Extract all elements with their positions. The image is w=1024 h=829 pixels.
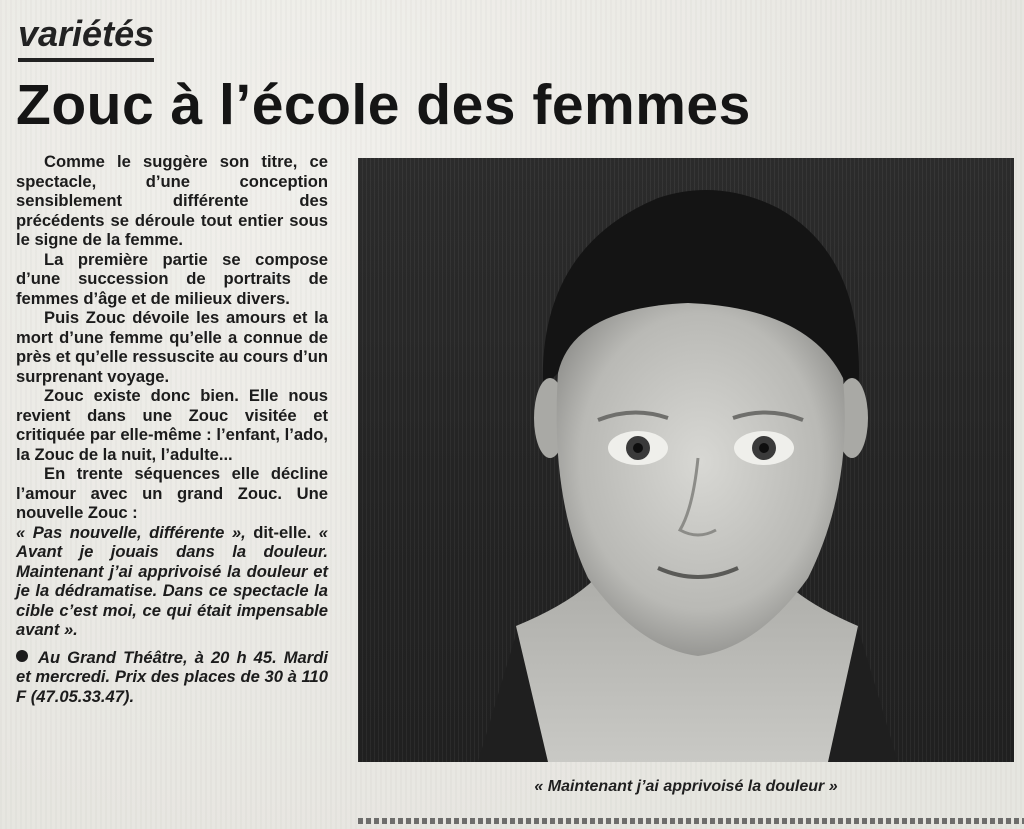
paragraph-5: En trente séquences elle décline l’amour avec un grand Zouc. Une nouvelle Zouc :	[16, 464, 328, 522]
bottom-divider	[358, 818, 1024, 824]
article-headline: Zouc à l’école des femmes	[16, 73, 751, 137]
quote-paragraph	[16, 523, 328, 640]
paragraph-4: Zouc existe donc bien. Elle nous revient dans une Zouc visitée et critiquée par elle-même : l’enfant, l’ado, la Zouc de la nuit, l’adulte...	[16, 386, 328, 464]
quote-attribution: dit-elle.	[245, 522, 319, 542]
quote-part-1: « Pas nouvelle, différente »,	[16, 522, 246, 542]
portrait-illustration	[358, 158, 1014, 762]
quote-part-2: « Avant je jouais dans la douleur. Maintenant j’ai apprivoisé la douleur et je la dédramatise. Dans ce spectacle la cible c’est moi, ce qui était impensable avant ».	[16, 522, 329, 639]
section-rubric: variétés	[18, 12, 154, 62]
article-body	[16, 152, 328, 706]
paragraph-2: La première partie se compose d’une succession de portraits de femmes d’âge et de milieux divers.	[16, 249, 328, 308]
photo-caption: « Maintenant j’ai apprivoisé la douleur »	[534, 778, 838, 795]
event-info-text: Au Grand Théâtre, à 20 h 45. Mardi et mercredi. Prix des places de 30 à 110 F (47.05.33.47).	[16, 647, 328, 706]
bullet-icon	[16, 650, 28, 662]
paragraph-3: Puis Zouc dévoile les amours et la mort d’une femme qu’elle a connue de près et qu’elle ressuscite au cours d’un surprenant voyage.	[16, 308, 328, 386]
paragraph-1: Comme le suggère son titre, ce spectacle, d’une conception sensiblement différente des précédents se déroule tout entier sous le signe de la femme.	[16, 152, 328, 249]
portrait-photo	[358, 158, 1014, 762]
event-info	[16, 648, 328, 707]
